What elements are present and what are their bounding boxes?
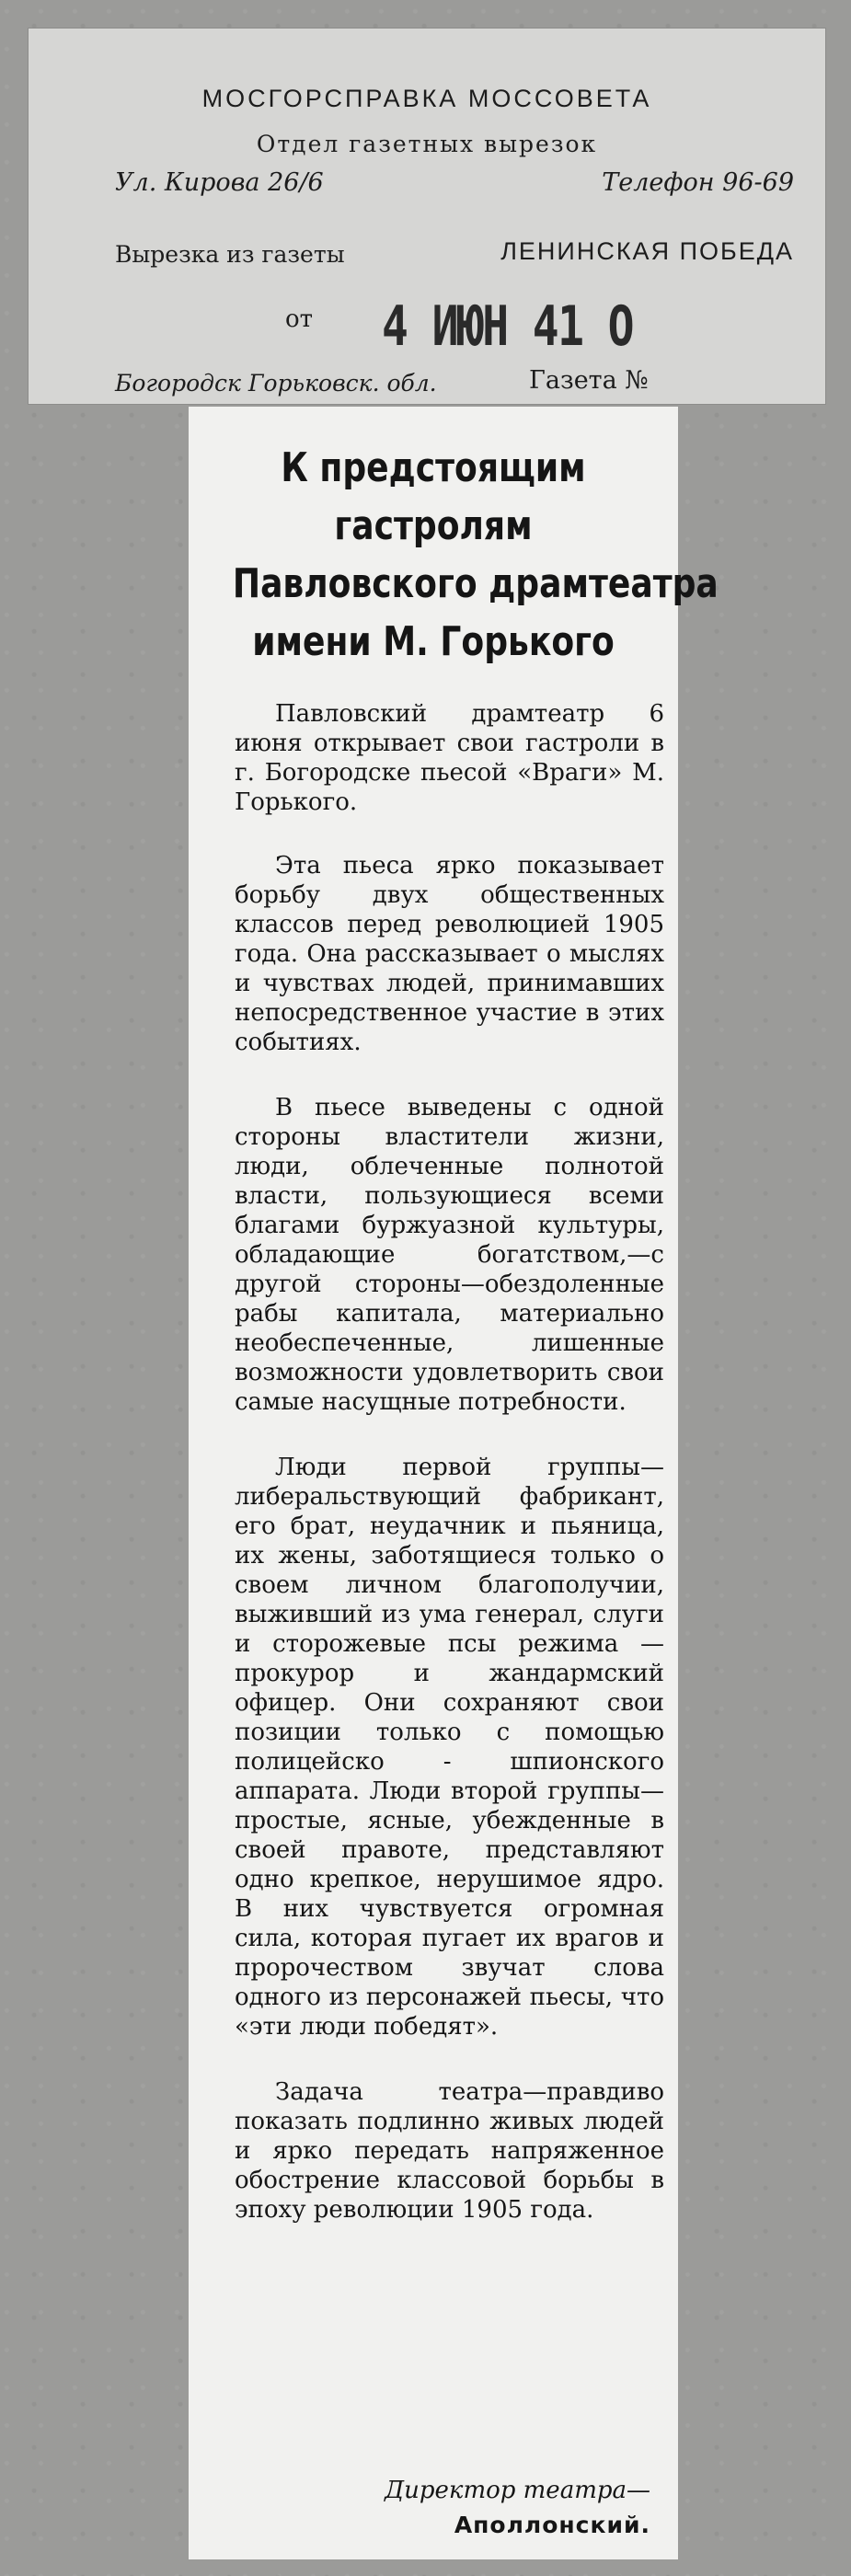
article-paragraph: В пьесе выведены с одной стороны властители жизни, люди, облеченные полнотой власти, пользующиеся всеми благами буржуазной культуры, обладающие богатством,—с другой стороны—обездоленные рабы капитала, материально необеспеченные, лишенные возможности удовлетворить свои самые насущные потребности. [235,1094,664,1416]
newspaper-name: ЛЕНИНСКАЯ ПОБЕДА [500,237,794,265]
signature-title: Директор театра— [385,2477,650,2504]
article-paragraph: Люди первой группы—либеральствующий фабрикант, его брат, неудачник и пьяница, их жены, заботящиеся только о своем личном благополучии, выживший из ума генерал, слуги и сторожевые псы режима — прокурор и жандармский офицер. Они сохраняют свои позиции только с помощью полицейско - шпионского аппарата. Люди второй группы—простые, ясные, убежденные в своей правоте, представляют одно крепкое, нерушимое ядро. В них чувствуется огромная сила, которая пугает их врагов и пророчеством звучат слова одного из персонажей пьесы, что «эти люди победят». [235,1454,664,2041]
department-name: Отдел газетных вырезок [256,131,598,157]
article-headline [232,439,719,671]
city-line: Богородск Горьковск. обл. [115,370,437,397]
headline-line: имени М. Горького [252,618,615,665]
phone: Телефон 96-69 [602,168,794,197]
from-label: от [285,305,314,333]
newspaper-clipping [189,407,719,2559]
signature-name: Аполлонский. [454,2512,650,2538]
headline-line: К предстоящим [281,444,586,491]
article-body [235,699,664,2260]
date-stamp: 4 ИЮН 41 О [382,294,633,359]
clipping-service-label [28,28,826,405]
address: Ул. Кирова 26/6 [115,168,324,197]
organization-name: МОСГОРСПРАВКА МОССОВЕТА [201,85,652,112]
article-paragraph: Эта пьеса ярко показывает борьбу двух общественных классов перед революцией 1905 года. Она рассказывает о мыслях и чувствах людей, принимавших непосредственное участие в этих событиях. [235,852,664,1056]
gazeta-number-label: Газета № [529,366,649,395]
clipping-label: Вырезка из газеты [115,241,345,268]
headline-line: Павловского драмтеатра [232,560,719,607]
article-paragraph: Павловский драмтеатр 6 июня открывает свои гастроли в г. Богородске пьесой «Враги» М. Горького. [235,700,664,816]
article-paragraph: Задача театра—правдиво показать подлинно живых людей и ярко передать напряженное обострение классовой борьбы в эпоху революции 1905 года. [235,2078,664,2224]
headline-line: гастролям [334,502,533,549]
